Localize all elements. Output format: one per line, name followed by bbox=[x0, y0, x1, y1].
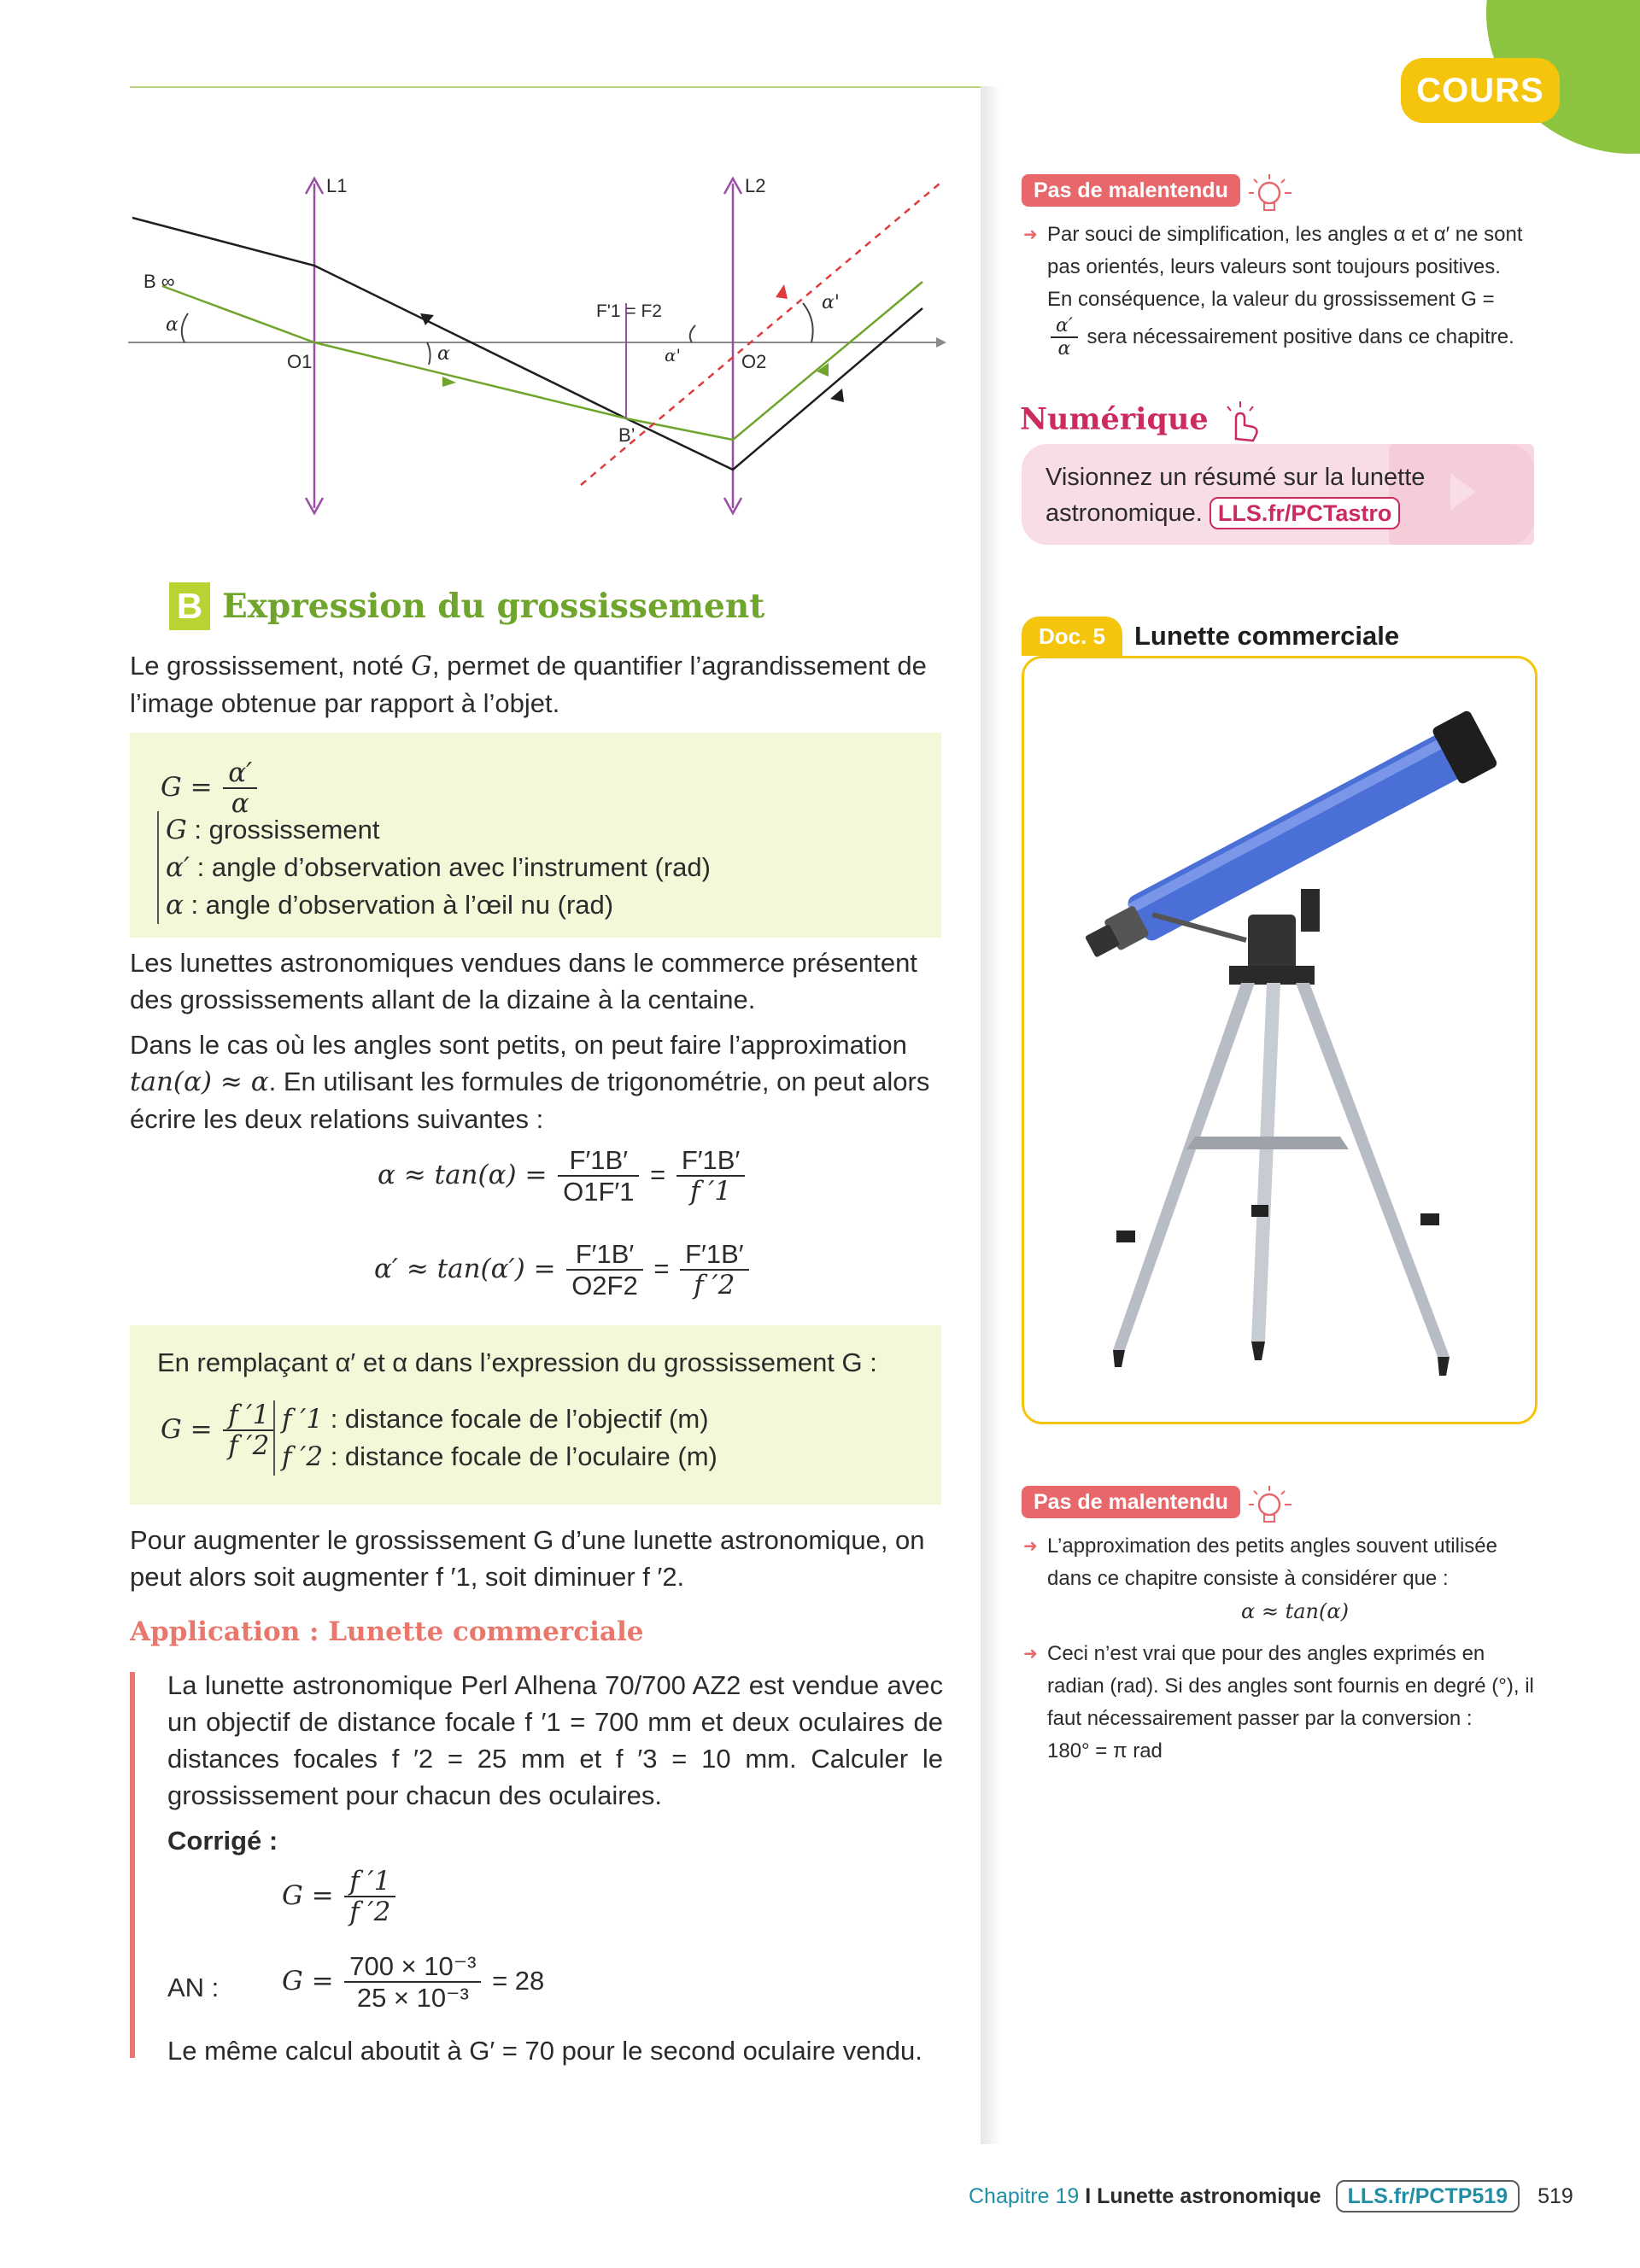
corrige-formula: G = $\frac{f '1}{f '2}$ bbox=[282, 1867, 399, 1928]
section-intro: Le grossissement, noté G, permet de quantifier l’agrandissement de l’image obtenue par rapport à l’objet. bbox=[130, 651, 927, 718]
footer-link[interactable]: LLS.fr/PCTP519 bbox=[1336, 2180, 1520, 2212]
numerique-box bbox=[1022, 444, 1534, 545]
focal-definitions bbox=[273, 1400, 718, 1476]
column-separator bbox=[981, 86, 1001, 2144]
optical-diagram bbox=[128, 167, 948, 525]
footer-title: Lunette astronomique bbox=[1097, 2184, 1321, 2208]
formula-g-focal: G = $\frac{f '1}{f '2}$ bbox=[161, 1400, 278, 1462]
label-o2: O2 bbox=[741, 351, 767, 372]
cours-badge: COURS bbox=[1401, 58, 1560, 123]
label-image: B’ bbox=[618, 424, 636, 446]
paragraph-conclusion: Pour augmenter le grossissement G d’une lunette astronomique, on peut alors soit augmenter f ′1, soit diminuer f ′2. bbox=[130, 1525, 925, 1592]
footer-chapter: Chapitre 19 bbox=[969, 2184, 1080, 2208]
label-alpha-prime: α' bbox=[665, 345, 682, 365]
definition-f2: f ′2 : distance focale de l’oculaire (m) bbox=[282, 1441, 718, 1472]
definition-f1: f ′1 : distance focale de l’objectif (m) bbox=[282, 1404, 709, 1435]
doc-badge: Doc. 5 bbox=[1022, 617, 1122, 656]
corrige-label: Corrigé : bbox=[167, 1826, 278, 1856]
malentendu-1-label: Pas de malentendu bbox=[1022, 174, 1240, 207]
malentendu-2-header bbox=[1022, 1484, 1297, 1527]
paragraph-approximation: Dans le cas où les angles sont petits, on peut faire l’approximation tan(α) ≈ α. En utilisant les formules de trigonométrie, on peut alors écrire les deux relations suivantes : bbox=[130, 1030, 930, 1134]
telescope-image bbox=[1024, 658, 1535, 1422]
malentendu-2-label: Pas de malentendu bbox=[1022, 1486, 1240, 1518]
paragraph-commerce: Les lunettes astronomiques vendues dans le commerce présentent des grossissements allant de la dizaine à la centaine. bbox=[130, 948, 917, 1014]
section-letter-badge: B bbox=[169, 582, 210, 630]
section-title: Expression du grossissement bbox=[222, 587, 765, 626]
numerique-text: Visionnez un résumé sur la lunette astronomique. LLS.fr/PCTastro bbox=[1046, 459, 1524, 531]
ray-black bbox=[132, 218, 922, 470]
definition-g: G : grossissement bbox=[166, 815, 380, 845]
lightbulb-icon bbox=[1249, 1484, 1297, 1527]
label-alpha-prime-2: α' bbox=[822, 292, 840, 313]
application-result: Le même calcul aboutit à G′ = 70 pour le second oculaire vendu. bbox=[167, 2036, 922, 2066]
an-label: AN : bbox=[167, 1973, 220, 2002]
definition-alpha: α : angle d’observation à l’œil nu (rad) bbox=[166, 890, 614, 921]
top-rule bbox=[130, 86, 984, 88]
equation-alpha: α ≈ tan(α) = $\frac{F'1B'}{O1F'1}$ = $\frac{F'1B'}{f '1}$ bbox=[378, 1146, 748, 1207]
an-formula: G = $\frac{\text{700 × 10⁻³}}{\text{25 × 10⁻³}}$ = 28 bbox=[282, 1951, 545, 2014]
axis-arrow bbox=[936, 337, 946, 348]
arrow-icon: ➜ bbox=[1023, 1645, 1038, 1663]
lightbulb-icon bbox=[1249, 172, 1297, 215]
arrow-icon: ➜ bbox=[1023, 225, 1038, 244]
label-l2: L2 bbox=[745, 175, 766, 196]
malentendu-2-item-2: ➜ Ceci n’est vrai que pour des angles exprimés en radian (rad). Si des angles sont fournis en degré (°), il faut nécessairement passer par la conversion : 180° = π rad bbox=[1047, 1638, 1543, 1768]
small-angle-formula: α ≈ tan(α) bbox=[1241, 1599, 1349, 1623]
malentendu-1-text: ➜ Par souci de simplification, les angles α et α′ ne sont pas orientés, leurs valeurs sont toujours positives. En conséquence, la valeur du grossissement G = $\frac{\alpha'}{\alpha}$ sera nécessairement positive dans ce chapitre. bbox=[1047, 219, 1526, 359]
label-alpha: α bbox=[166, 314, 179, 336]
numerique-link[interactable]: LLS.fr/PCTastro bbox=[1210, 497, 1401, 529]
label-alpha-2: α bbox=[437, 343, 450, 365]
label-object: B ∞ bbox=[144, 271, 175, 292]
formula-g: G = $\frac{\alpha'}{\alpha}$ bbox=[161, 758, 261, 820]
arrow-icon: ➜ bbox=[1023, 1537, 1038, 1556]
label-l1: L1 bbox=[326, 175, 348, 196]
application-bar bbox=[130, 1672, 135, 2058]
label-o1: O1 bbox=[287, 351, 313, 372]
malentendu-1-header bbox=[1022, 172, 1297, 215]
conversion-formula: 180° = π rad bbox=[1047, 1739, 1163, 1762]
formula-definitions bbox=[157, 811, 711, 924]
application-title: Application : Lunette commerciale bbox=[130, 1616, 644, 1647]
ray-green bbox=[162, 282, 922, 440]
application-statement: La lunette astronomique Perl Alhena 70/700 AZ2 est vendue avec un objectif de distance focale f ′1 = 700 mm et deux oculaires de distances focales f ′2 = 25 mm et f ′3 = 10 mm. Calculer le grossissement pour chacun des oculaires. bbox=[167, 1670, 943, 1810]
footer-separator: I bbox=[1085, 2184, 1092, 2208]
doc-frame bbox=[1022, 656, 1538, 1424]
numerique-title: Numérique bbox=[1020, 400, 1262, 442]
formula-box-intro: En remplaçant α′ et α dans l’expression du grossissement G : bbox=[157, 1347, 877, 1377]
page-number: 519 bbox=[1538, 2184, 1573, 2208]
doc-title: Lunette commerciale bbox=[1134, 621, 1400, 651]
equation-alpha-prime: α′ ≈ tan(α′) = $\frac{F'1B'}{O2F2}$ = $\frac{F'1B'}{f '2}$ bbox=[374, 1240, 753, 1301]
formula-box bbox=[130, 733, 941, 938]
malentendu-2-item-1: ➜ L’approximation des petits angles souvent utilisée dans ce chapitre consiste à considérer que : α ≈ tan(α) bbox=[1047, 1530, 1543, 1628]
pointer-hand-icon bbox=[1219, 400, 1262, 442]
label-focal: F'1 = F2 bbox=[596, 301, 662, 321]
formula-box-focal bbox=[130, 1325, 941, 1505]
definition-alpha-prime: α′ : angle d’observation avec l’instrument (rad) bbox=[166, 852, 711, 883]
footer bbox=[969, 2179, 1573, 2213]
